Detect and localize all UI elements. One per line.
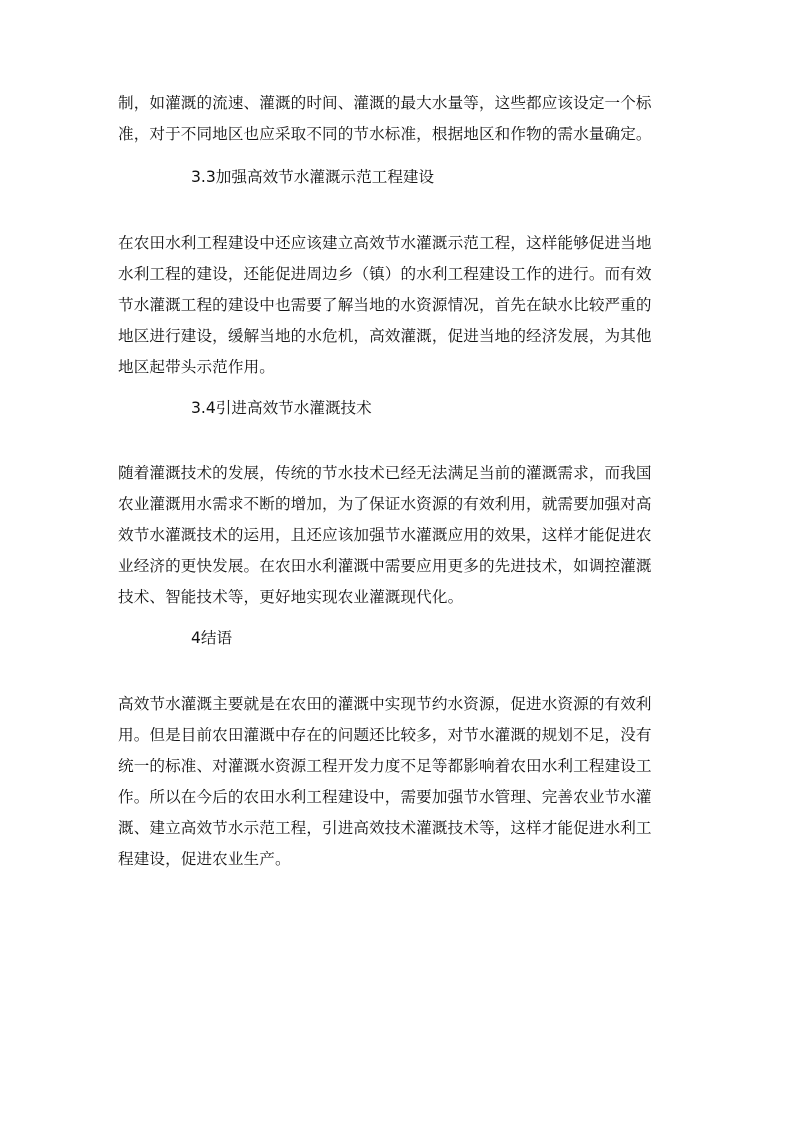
text-line: 技术、智能技术等，更好地实现农业灌溉现代化。 <box>118 588 464 606</box>
text-line: 程建设，促进农业生产。 <box>118 850 291 868</box>
intro-paragraph <box>118 88 678 150</box>
section-3-4-paragraph <box>118 458 678 613</box>
conclusion-paragraph <box>118 689 678 875</box>
section-3-3-heading: 3.3加强高效节水灌溉示范工程建设 <box>191 168 435 186</box>
text-line: 水利工程的建设，还能促进周边乡（镇）的水利工程建设工作的进行。而有效 <box>118 265 652 283</box>
text-line: 农业灌溉用水需求不断的增加，为了保证水资源的有效利用，就需要加强对高 <box>118 495 652 513</box>
text-line: 准，对于不同地区也应采取不同的节水标准，根据地区和作物的需水量确定。 <box>118 125 652 143</box>
section-3-3-paragraph <box>118 228 678 383</box>
text-line: 溉、建立高效节水示范工程，引进高效技术灌溉技术等，这样才能促进水利工 <box>118 819 652 837</box>
text-line: 作。所以在今后的农田水利工程建设中，需要加强节水管理、完善农业节水灌 <box>118 788 652 806</box>
text-line: 业经济的更快发展。在农田水利灌溉中需要应用更多的先进技术，如调控灌溉 <box>118 557 652 575</box>
text-line: 地区进行建设，缓解当地的水危机，高效灌溉，促进当地的经济发展，为其他 <box>118 327 652 345</box>
text-line: 效节水灌溉技术的运用，且还应该加强节水灌溉应用的效果，这样才能促进农 <box>118 526 652 544</box>
section-4-heading: 4结语 <box>191 629 233 647</box>
text-line: 用。但是目前农田灌溉中存在的问题还比较多，对节水灌溉的规划不足，没有 <box>118 726 652 744</box>
text-line: 在农田水利工程建设中还应该建立高效节水灌溉示范工程，这样能够促进当地 <box>118 234 652 252</box>
text-line: 地区起带头示范作用。 <box>118 358 275 376</box>
text-line: 节水灌溉工程的建设中也需要了解当地的水资源情况，首先在缺水比较严重的 <box>118 296 652 314</box>
text-line: 随着灌溉技术的发展，传统的节水技术已经无法满足当前的灌溉需求，而我国 <box>118 464 652 482</box>
text-line: 统一的标准、对灌溉水资源工程开发力度不足等都影响着农田水利工程建设工 <box>118 757 652 775</box>
text-line: 高效节水灌溉主要就是在农田的灌溉中实现节约水资源，促进水资源的有效利 <box>118 695 652 713</box>
text-line: 制，如灌溉的流速、灌溉的时间、灌溉的最大水量等，这些都应该设定一个标 <box>118 94 652 112</box>
section-3-4-heading: 3.4引进高效节水灌溉技术 <box>191 399 372 417</box>
